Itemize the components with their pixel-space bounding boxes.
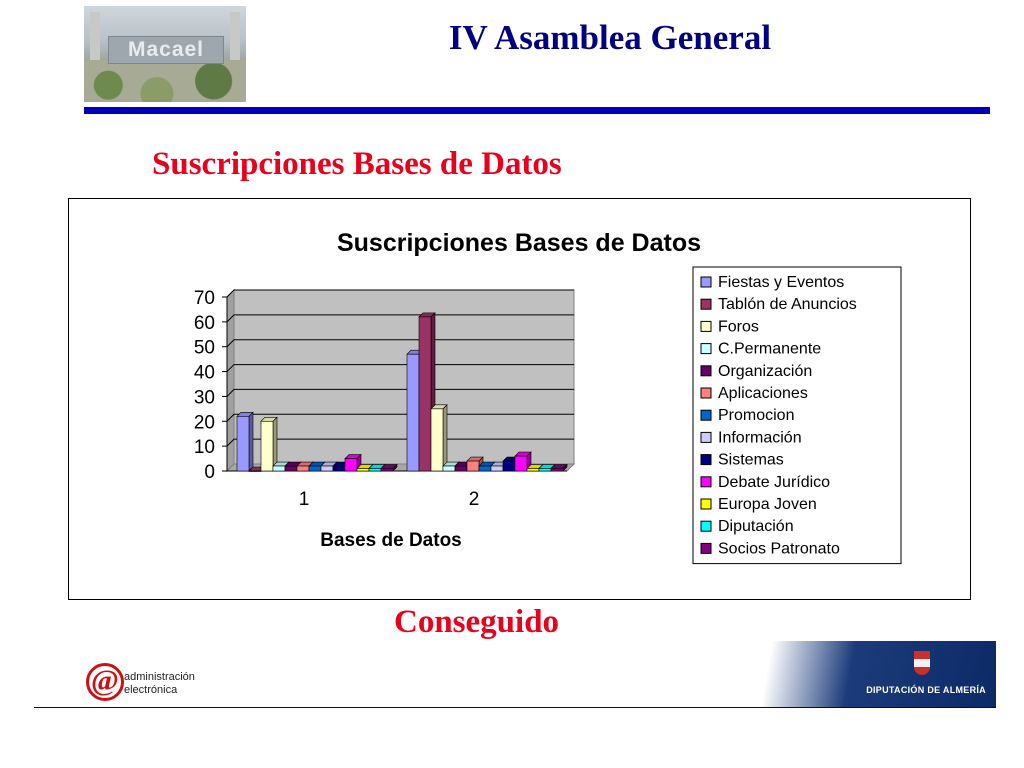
bar	[381, 469, 393, 471]
x-axis-label: Bases de Datos	[320, 530, 462, 551]
footer-organization: DIPUTACIÓN DE ALMERÍA	[866, 685, 986, 695]
bar	[261, 421, 273, 471]
bar-chart	[69, 199, 970, 599]
legend-swatch	[701, 277, 711, 287]
legend-entry: Europa Joven	[718, 496, 817, 513]
legend-entry: Organización	[718, 362, 813, 380]
macael-logo	[84, 6, 246, 102]
bar	[237, 416, 249, 471]
bar-side	[443, 405, 447, 471]
legend-entry: Tablón de Anuncios	[718, 296, 857, 314]
bar	[431, 409, 443, 471]
header-title: IV Asamblea General	[448, 18, 772, 57]
bar	[539, 469, 551, 471]
y-tick-label: 20	[193, 412, 215, 434]
bar	[551, 469, 563, 471]
y-tick-label: 40	[193, 362, 215, 384]
plot-side-wall	[227, 290, 234, 471]
legend-entry: Sistemas	[718, 451, 784, 469]
legend-entry: Aplicaciones	[718, 385, 808, 402]
header-divider	[84, 107, 990, 114]
legend-entry: Información	[718, 429, 802, 447]
legend-entry: Socios Patronato	[718, 540, 840, 558]
bar	[297, 466, 309, 471]
footer-logo-line2: electrónica	[124, 684, 178, 696]
y-tick-label: 70	[193, 288, 215, 309]
bar	[309, 466, 321, 471]
legend-swatch	[701, 366, 711, 376]
legend-entry: Debate Jurídico	[718, 473, 831, 491]
legend-entry: C.Permanente	[718, 340, 822, 358]
bar	[407, 354, 419, 471]
bar	[455, 466, 467, 471]
administracion-electronica-logo	[86, 663, 226, 703]
y-tick-label: 0	[204, 462, 215, 483]
legend-entry: Foros	[718, 318, 759, 336]
chart-frame	[68, 198, 971, 600]
bar	[345, 459, 357, 471]
status-text: Conseguido	[394, 604, 560, 640]
bar	[321, 466, 333, 471]
footer-divider	[34, 707, 996, 708]
y-tick-label: 60	[193, 312, 215, 334]
footer-brand-band	[746, 641, 996, 707]
y-tick-label: 50	[193, 337, 215, 359]
bar	[333, 466, 345, 471]
bar	[491, 466, 503, 471]
bar	[285, 466, 297, 471]
bar	[273, 466, 285, 471]
bar	[419, 317, 431, 471]
y-tick-label: 30	[193, 387, 215, 409]
bar	[443, 466, 455, 471]
legend-entry: Diputación	[718, 518, 794, 536]
y-tick-label: 10	[193, 437, 215, 459]
plot-back-wall	[234, 290, 574, 464]
legend-swatch	[701, 299, 711, 309]
slide-title: Suscripciones Bases de Datos	[152, 146, 562, 182]
bar-side	[249, 412, 253, 471]
bar	[249, 471, 261, 472]
legend-swatch	[701, 543, 711, 553]
bar	[357, 469, 369, 471]
legend-swatch	[701, 321, 711, 331]
crest-icon	[914, 651, 930, 675]
legend-swatch	[701, 499, 711, 509]
logo-trees	[84, 60, 246, 102]
legend-entry: Promocion	[718, 407, 795, 425]
bar	[369, 469, 381, 471]
legend-entry: Fiestas y Eventos	[718, 274, 845, 291]
legend-swatch	[701, 410, 711, 420]
at-sign-icon: @	[86, 663, 124, 701]
bar	[503, 461, 515, 471]
x-tick-label: 1	[298, 489, 310, 510]
legend-swatch	[701, 477, 711, 487]
bar	[515, 456, 527, 471]
bar	[527, 469, 539, 471]
legend-swatch	[701, 455, 711, 465]
legend-swatch	[701, 344, 711, 354]
bar	[479, 466, 491, 471]
legend-swatch	[701, 521, 711, 531]
x-tick-label: 2	[468, 489, 480, 510]
bar	[467, 461, 479, 471]
chart-title: Suscripciones Bases de Datos	[336, 229, 702, 257]
legend-swatch	[701, 388, 711, 398]
footer-logo-line1: administración	[124, 671, 195, 683]
logo-sign-text: Macael	[108, 36, 224, 64]
legend-swatch	[701, 432, 711, 442]
